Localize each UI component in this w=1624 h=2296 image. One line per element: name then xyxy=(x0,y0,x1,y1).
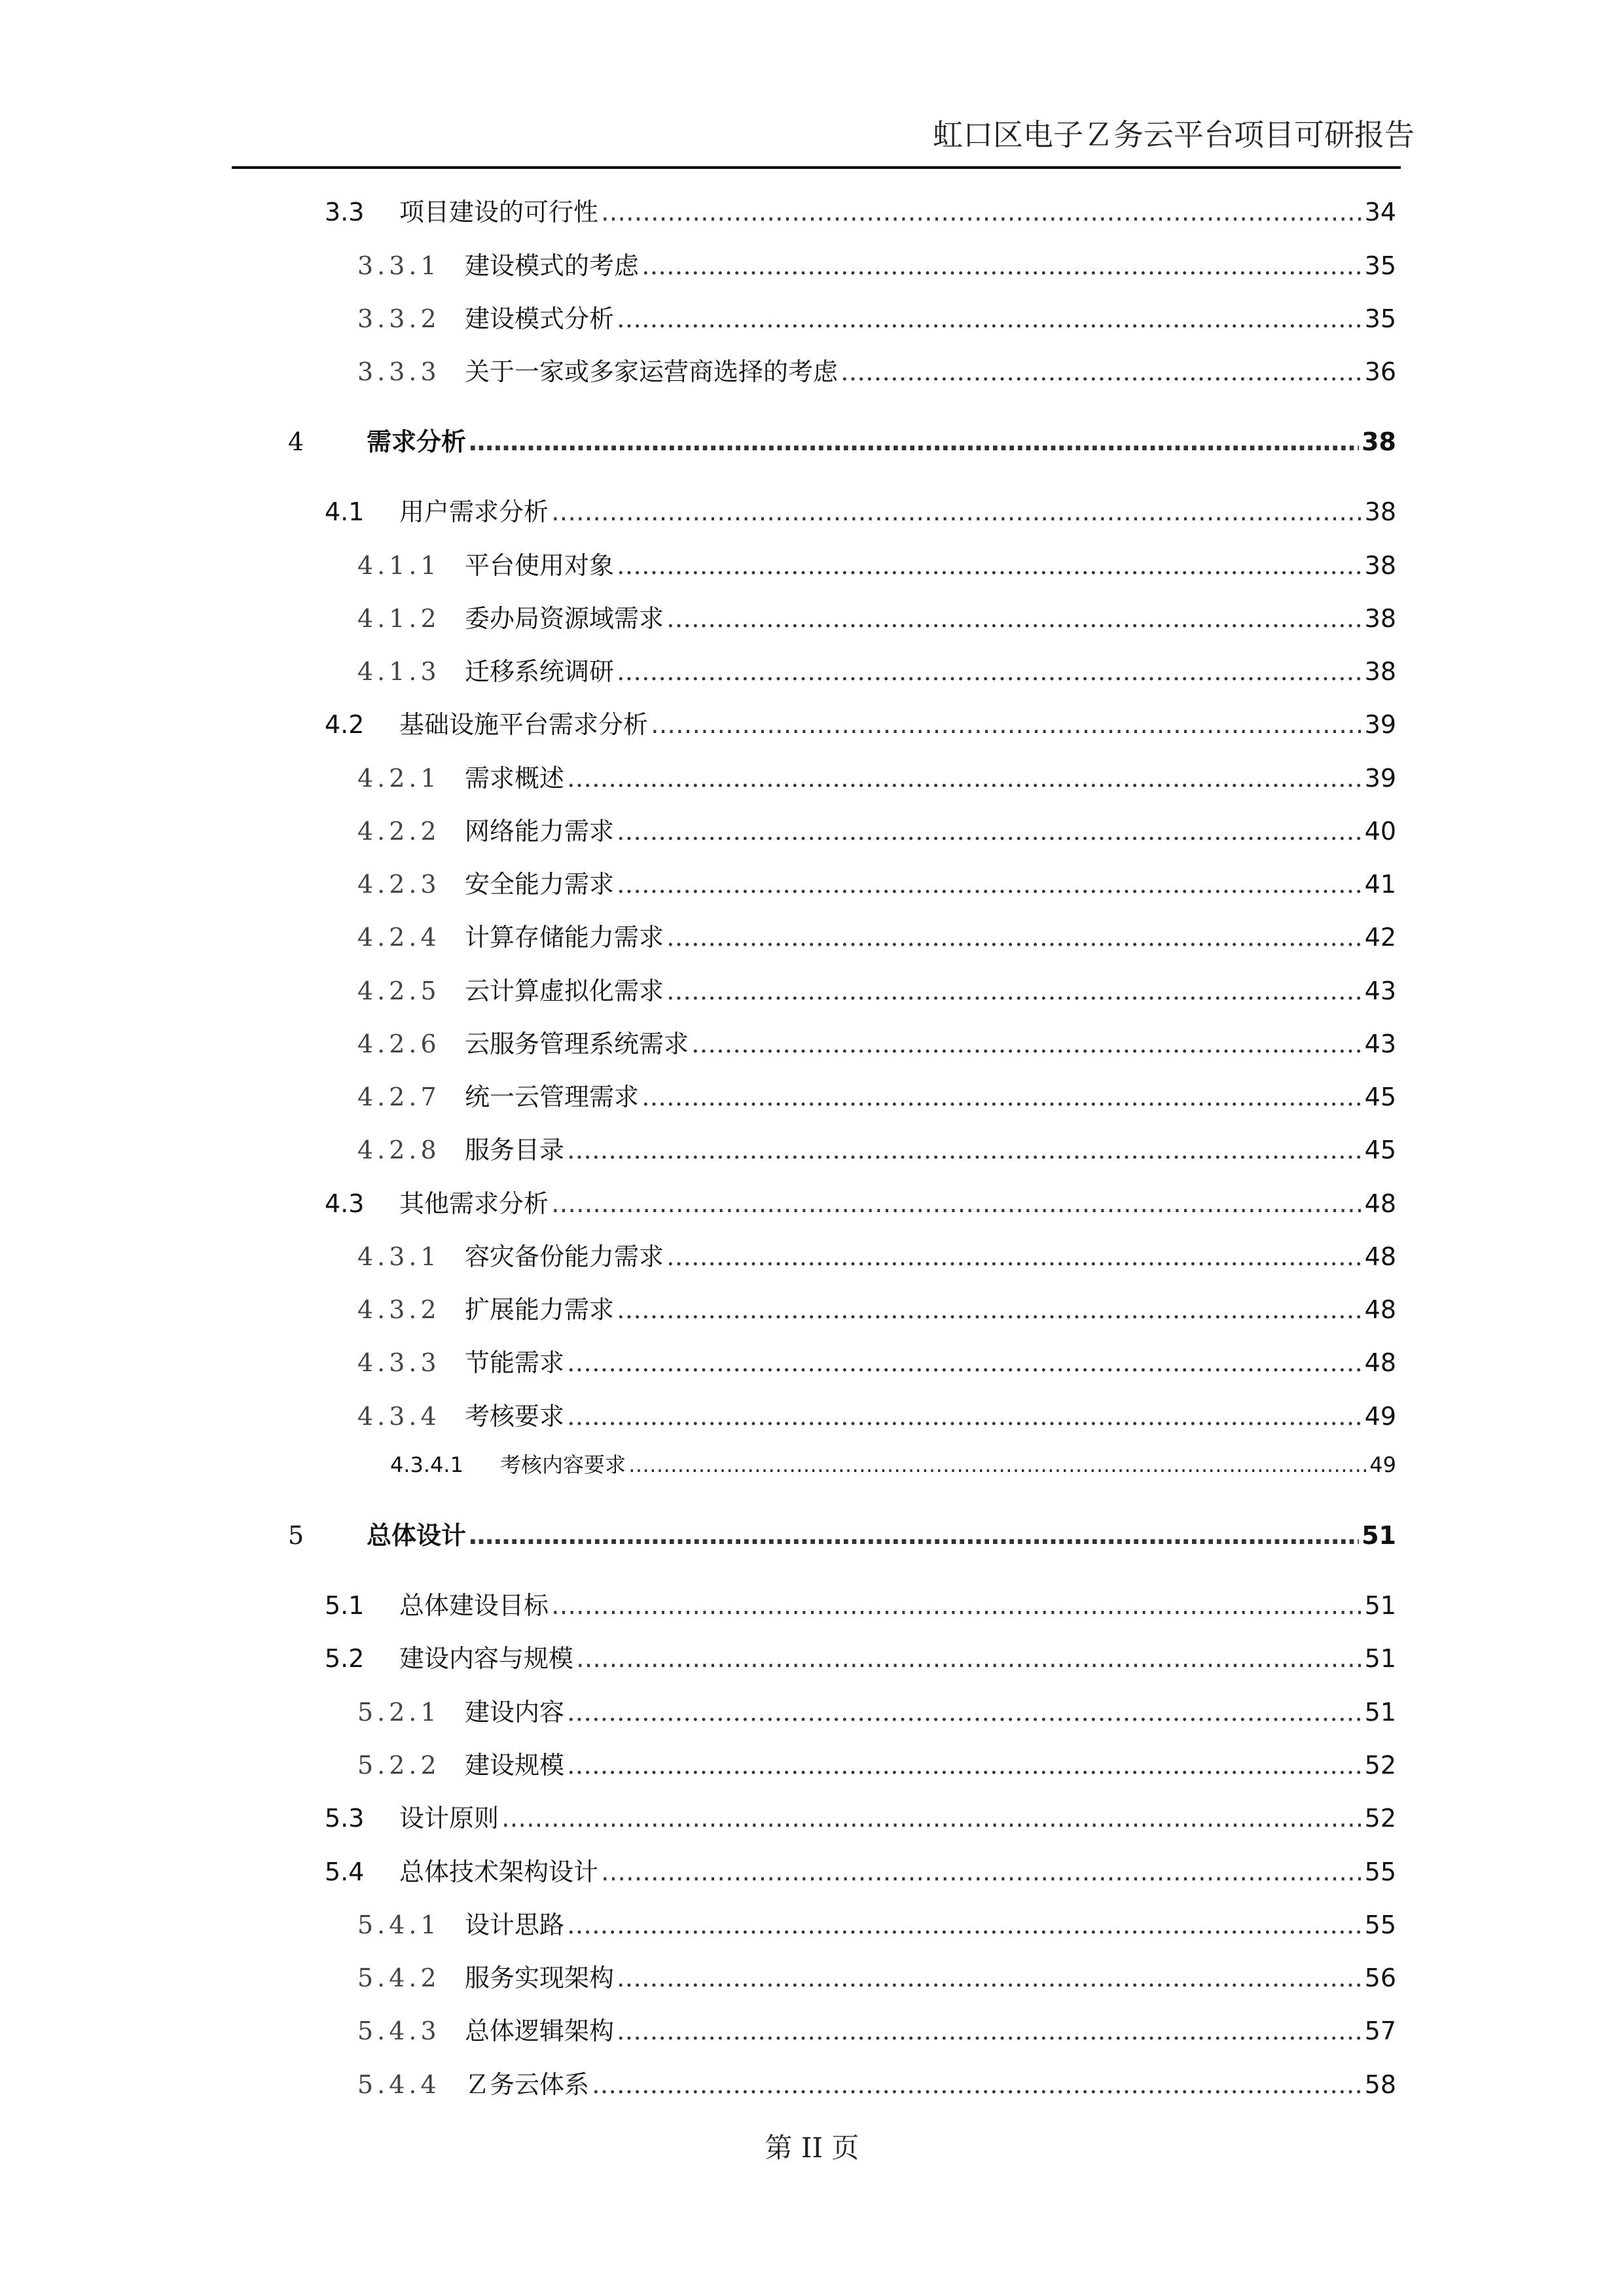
toc-entry-title: 其他需求分析 xyxy=(399,1189,549,1218)
toc-entry-sub[interactable] xyxy=(357,974,1396,1008)
toc-dot-leader xyxy=(617,867,1362,901)
toc-entry-title: 考核内容要求 xyxy=(500,1452,626,1477)
toc-entry-sub[interactable] xyxy=(357,1293,1396,1327)
toc-dot-leader xyxy=(617,302,1362,336)
toc-entry-number: 4.2.8 xyxy=(357,1136,441,1164)
toc-entry-page-number: 38 xyxy=(1362,427,1396,456)
toc-entry-title: 容灾备份能力需求 xyxy=(465,1242,664,1271)
toc-entry-page-number: 39 xyxy=(1364,764,1396,793)
toc-dot-leader xyxy=(601,1855,1362,1889)
toc-entry-page-number: 56 xyxy=(1364,1964,1396,1992)
toc-entry-title: 建设模式的考虑 xyxy=(465,251,640,280)
toc-dot-leader xyxy=(567,761,1362,795)
toc-entry-number: 3.3 xyxy=(325,198,365,226)
toc-entry-number: 4.2.6 xyxy=(357,1030,441,1058)
toc-entry-page-number: 43 xyxy=(1364,1030,1396,1058)
toc-dot-leader xyxy=(617,1961,1362,1995)
toc-entry-number: 5.2.1 xyxy=(357,1698,441,1727)
toc-entry-title: 建设内容与规模 xyxy=(399,1644,574,1673)
page-header-title: 虹口区电子Ｚ务云平台项目可研报告 xyxy=(933,117,1415,152)
toc-dot-leader xyxy=(628,1448,1367,1482)
toc-entry-title: 建设模式分析 xyxy=(465,304,615,333)
toc-entry-number: 4.3.4 xyxy=(357,1402,441,1431)
toc-entry-section[interactable] xyxy=(325,1801,1396,1835)
toc-entry-page-number: 51 xyxy=(1362,1521,1396,1550)
toc-entry-number: 4.1 xyxy=(325,497,365,526)
toc-entry-number: 4.1.3 xyxy=(357,657,441,686)
toc-entry-title: 需求分析 xyxy=(367,427,467,456)
toc-entry-title: 关于一家或多家运营商选择的考虑 xyxy=(465,357,839,386)
toc-entry-sub[interactable] xyxy=(357,761,1396,795)
toc-entry-section[interactable] xyxy=(325,195,1396,229)
toc-entry-page-number: 42 xyxy=(1364,923,1396,952)
toc-entry-page-number: 36 xyxy=(1364,357,1396,386)
toc-entry-page-number: 55 xyxy=(1364,1857,1396,1886)
toc-entry-title: 考核要求 xyxy=(465,1402,565,1431)
toc-entry-page-number: 58 xyxy=(1364,2070,1396,2099)
toc-entry-number: 5 xyxy=(288,1521,304,1550)
toc-dot-leader xyxy=(592,2068,1362,2102)
toc-entry-page-number: 51 xyxy=(1364,1591,1396,1620)
toc-entry-number: 5.4.2 xyxy=(357,1964,441,1992)
toc-dot-leader xyxy=(576,1641,1362,1676)
toc-entry-number: 4.2.1 xyxy=(357,764,441,793)
toc-dot-leader xyxy=(617,655,1362,689)
toc-entry-page-number: 48 xyxy=(1364,1348,1396,1377)
toc-entry-title: 项目建设的可行性 xyxy=(399,198,599,226)
toc-dot-leader xyxy=(567,1399,1362,1433)
toc-entry-page-number: 55 xyxy=(1364,1910,1396,1939)
toc-entry-title: 迁移系统调研 xyxy=(465,657,615,686)
toc-entry-section[interactable] xyxy=(325,708,1396,742)
toc-entry-title: 安全能力需求 xyxy=(465,870,615,899)
toc-entry-title: 云服务管理系统需求 xyxy=(465,1030,689,1058)
toc-entry-number: 4.2.2 xyxy=(357,817,441,846)
toc-dot-leader xyxy=(617,2014,1362,2048)
toc-entry-title: 建设内容 xyxy=(465,1698,565,1727)
toc-entry-sub[interactable] xyxy=(357,1027,1396,1061)
toc-entry-number: 4.1.1 xyxy=(357,551,441,580)
page-number: 第 II 页 xyxy=(765,2132,859,2164)
toc-entry-number: 5.4.4 xyxy=(357,2070,441,2099)
toc-dot-leader xyxy=(551,1588,1362,1623)
toc-dot-leader xyxy=(567,1133,1362,1167)
toc-entry-number: 4.3 xyxy=(325,1189,365,1218)
toc-dot-leader xyxy=(567,1695,1362,1729)
toc-entry-sub[interactable] xyxy=(357,249,1396,283)
toc-entry-page-number: 35 xyxy=(1364,304,1396,333)
toc-entry-page-number: 49 xyxy=(1369,1452,1396,1477)
toc-entry-sub[interactable] xyxy=(357,1133,1396,1167)
toc-entry-number: 5.1 xyxy=(325,1591,365,1620)
toc-entry-number: 4.2.4 xyxy=(357,923,441,952)
toc-entry-page-number: 40 xyxy=(1364,817,1396,846)
toc-dot-leader xyxy=(651,708,1362,742)
toc-entry-chapter[interactable] xyxy=(288,425,1396,459)
toc-entry-title: 设计原则 xyxy=(399,1804,499,1833)
toc-entry-title: 网络能力需求 xyxy=(465,817,615,846)
toc-entry-title: 基础设施平台需求分析 xyxy=(399,710,649,739)
toc-entry-sub[interactable] xyxy=(357,2014,1396,2048)
toc-dot-leader xyxy=(666,974,1362,1008)
toc-entry-title: 总体设计 xyxy=(367,1521,467,1550)
toc-entry-title: 统一云管理需求 xyxy=(465,1083,640,1111)
toc-dot-leader xyxy=(617,548,1362,583)
toc-entry-number: 5.2.2 xyxy=(357,1751,441,1780)
toc-entry-page-number: 43 xyxy=(1364,977,1396,1005)
toc-dot-leader xyxy=(551,495,1362,529)
toc-dot-leader xyxy=(641,249,1362,283)
toc-entry-number: 4.2.7 xyxy=(357,1083,441,1111)
toc-entry-number: 4.3.4.1 xyxy=(390,1452,463,1477)
toc-entry-sub[interactable] xyxy=(357,867,1396,901)
toc-entry-sub[interactable] xyxy=(357,1080,1396,1114)
toc-entry-page-number: 57 xyxy=(1364,2017,1396,2045)
toc-entry-sub[interactable] xyxy=(357,1748,1396,1782)
toc-entry-section[interactable] xyxy=(325,1187,1396,1221)
toc-entry-title: 节能需求 xyxy=(465,1348,565,1377)
toc-entry-number: 4.1.2 xyxy=(357,604,441,633)
toc-entry-title: 委办局资源域需求 xyxy=(465,604,664,633)
toc-entry-number: 3.3.2 xyxy=(357,304,441,333)
toc-dot-leader xyxy=(641,1080,1362,1114)
toc-dot-leader xyxy=(617,1293,1362,1327)
toc-entry-number: 5.4 xyxy=(325,1857,365,1886)
toc-entry-sub[interactable] xyxy=(357,1240,1396,1274)
toc-entry-page-number: 48 xyxy=(1364,1295,1396,1324)
toc-entry-sub[interactable] xyxy=(357,548,1396,583)
toc-entry-title: 需求概述 xyxy=(465,764,565,793)
toc-entry-number: 4.2.3 xyxy=(357,870,441,899)
toc-dot-leader xyxy=(840,355,1362,389)
toc-dot-leader xyxy=(551,1187,1362,1221)
toc-entry-sub[interactable] xyxy=(357,601,1396,636)
toc-entry-number: 3.3.3 xyxy=(357,357,441,386)
toc-entry-title: Ｚ务云体系 xyxy=(465,2070,590,2099)
toc-dot-leader xyxy=(666,601,1362,636)
toc-entry-title: 用户需求分析 xyxy=(399,497,549,526)
toc-dot-leader xyxy=(666,920,1362,954)
toc-dot-leader xyxy=(601,195,1362,229)
toc-dot-leader xyxy=(469,1518,1359,1552)
toc-entry-section[interactable] xyxy=(325,1641,1396,1676)
toc-entry-title: 总体技术架构设计 xyxy=(399,1857,599,1886)
toc-entry-sub[interactable] xyxy=(357,1961,1396,1995)
toc-entry-page-number: 41 xyxy=(1364,870,1396,899)
toc-entry-number: 4.2 xyxy=(325,710,365,739)
toc-entry-page-number: 52 xyxy=(1364,1751,1396,1780)
toc-entry-section[interactable] xyxy=(325,1588,1396,1623)
toc-entry-title: 扩展能力需求 xyxy=(465,1295,615,1324)
toc-entry-chapter[interactable] xyxy=(288,1518,1396,1552)
toc-entry-page-number: 38 xyxy=(1364,657,1396,686)
toc-entry-title: 服务目录 xyxy=(465,1136,565,1164)
toc-entry-page-number: 35 xyxy=(1364,251,1396,280)
toc-entry-page-number: 48 xyxy=(1364,1242,1396,1271)
toc-entry-sub[interactable] xyxy=(357,355,1396,389)
toc-entry-number: 4.3.1 xyxy=(357,1242,441,1271)
toc-entry-sub[interactable] xyxy=(357,1399,1396,1433)
toc-entry-page-number: 38 xyxy=(1364,604,1396,633)
toc-entry-page-number: 48 xyxy=(1364,1189,1396,1218)
toc-entry-sub[interactable] xyxy=(357,814,1396,848)
toc-entry-sub[interactable] xyxy=(357,655,1396,689)
toc-entry-title: 总体建设目标 xyxy=(399,1591,549,1620)
toc-entry-sub[interactable] xyxy=(357,920,1396,954)
toc-dot-leader xyxy=(501,1801,1362,1835)
toc-entry-page-number: 45 xyxy=(1364,1136,1396,1164)
toc-entry-title: 平台使用对象 xyxy=(465,551,615,580)
toc-entry-page-number: 49 xyxy=(1364,1402,1396,1431)
toc-entry-sub[interactable] xyxy=(357,2068,1396,2102)
toc-dot-leader xyxy=(469,425,1359,459)
toc-entry-title: 建设规模 xyxy=(465,1751,565,1780)
toc-dot-leader xyxy=(617,814,1362,848)
toc-entry-number: 4 xyxy=(288,427,304,456)
toc-entry-sub[interactable] xyxy=(357,1695,1396,1729)
toc-entry-number: 4.2.5 xyxy=(357,977,441,1005)
toc-dot-leader xyxy=(567,1748,1362,1782)
toc-entry-section[interactable] xyxy=(325,1855,1396,1889)
toc-entry-page-number: 52 xyxy=(1364,1804,1396,1833)
toc-entry-page-number: 51 xyxy=(1364,1644,1396,1673)
toc-entry-sub[interactable] xyxy=(357,1908,1396,1942)
toc-entry-page-number: 34 xyxy=(1364,198,1396,226)
toc-entry-page-number: 39 xyxy=(1364,710,1396,739)
toc-entry-number: 4.3.3 xyxy=(357,1348,441,1377)
toc-entry-number: 5.4.1 xyxy=(357,1910,441,1939)
toc-dot-leader xyxy=(567,1346,1362,1380)
toc-entry-page-number: 38 xyxy=(1364,551,1396,580)
toc-entry-page-number: 38 xyxy=(1364,497,1396,526)
toc-entry-title: 云计算虚拟化需求 xyxy=(465,977,664,1005)
toc-entry-number: 5.3 xyxy=(325,1804,365,1833)
toc-entry-subsub[interactable] xyxy=(390,1448,1396,1482)
toc-entry-number: 5.2 xyxy=(325,1644,365,1673)
toc-entry-page-number: 45 xyxy=(1364,1083,1396,1111)
header-divider xyxy=(232,166,1401,169)
toc-entry-number: 5.4.3 xyxy=(357,2017,441,2045)
toc-dot-leader xyxy=(691,1027,1362,1061)
toc-entry-number: 4.3.2 xyxy=(357,1295,441,1324)
toc-entry-title: 服务实现架构 xyxy=(465,1964,615,1992)
toc-entry-number: 3.3.1 xyxy=(357,251,441,280)
toc-entry-title: 总体逻辑架构 xyxy=(465,2017,615,2045)
toc-entry-sub[interactable] xyxy=(357,1346,1396,1380)
toc-entry-section[interactable] xyxy=(325,495,1396,529)
toc-dot-leader xyxy=(666,1240,1362,1274)
toc-entry-title: 计算存储能力需求 xyxy=(465,923,664,952)
toc-dot-leader xyxy=(567,1908,1362,1942)
toc-entry-page-number: 51 xyxy=(1364,1698,1396,1727)
toc-entry-sub[interactable] xyxy=(357,302,1396,336)
toc-entry-title: 设计思路 xyxy=(465,1910,565,1939)
